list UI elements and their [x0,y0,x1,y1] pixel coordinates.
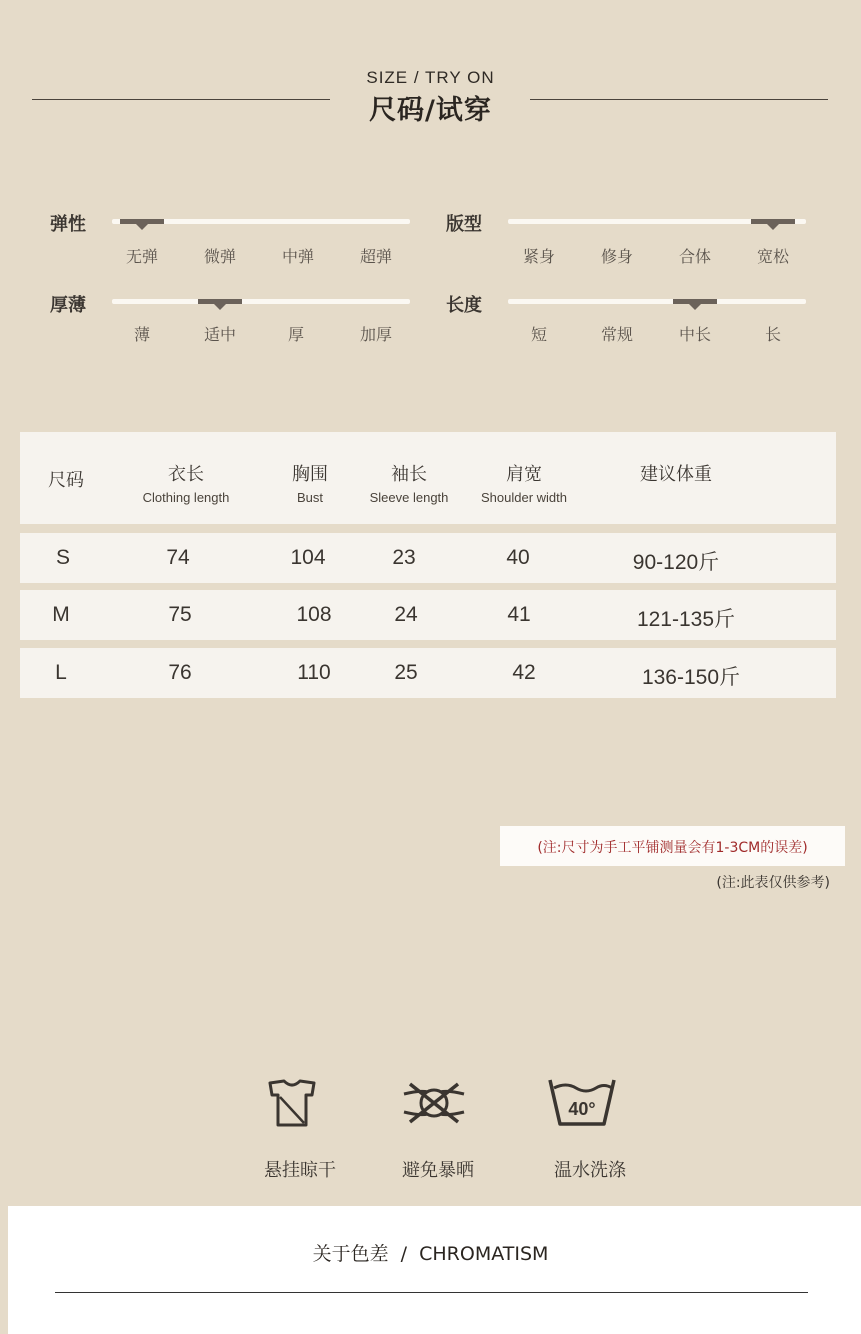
title-cn: 尺码/试穿 [369,95,492,126]
cell-length: 75 [168,603,192,626]
th-shoulder-width: 肩宽 Shoulder width [481,464,567,505]
table-header [20,432,836,524]
scale-option: 常规 [600,325,633,344]
scale-option: 薄 [133,325,150,344]
attribute-label: 长度 [446,295,482,316]
scale-option: 微弹 [203,247,236,266]
th-sleeve-length: 袖长 Sleeve length [369,464,449,505]
attribute-label: 弹性 [50,214,86,235]
th-size: 尺码 [48,470,84,491]
th-weight: 建议体重 [640,464,712,485]
scale-option: 加厚 [359,325,392,344]
scale-option: 厚 [287,325,304,344]
cell-sleeve: 24 [394,603,418,626]
cell-shoulder: 40 [506,546,530,569]
cell-size: M [52,603,70,626]
scale-option: 修身 [600,247,633,266]
cell-weight: 90-120斤 [632,551,720,574]
scale-option: 超弹 [359,247,392,266]
cell-bust: 108 [296,603,332,626]
scale-selected-marker [751,219,795,224]
cell-shoulder: 41 [507,603,531,626]
cell-bust: 104 [290,546,326,569]
cell-length: 76 [168,661,192,684]
footer-panel [8,1206,861,1334]
table-row [20,648,836,698]
scale-option: 无弹 [125,247,158,266]
cell-size: S [55,546,70,569]
hang-dry-icon [266,1077,318,1129]
wash-temp: 40° [568,1099,596,1119]
footer-title: 关于色差 / CHROMATISM [312,1243,549,1265]
attribute-label: 版型 [446,214,482,235]
title-en: SIZE / TRY ON [366,68,495,87]
care-label-hang-dry: 悬挂晾干 [264,1160,336,1181]
table-row [20,533,836,583]
scale-selected-marker [673,299,717,304]
cell-weight: 136-150斤 [641,666,741,689]
scale-track [508,299,806,304]
scale-selected-marker [120,219,164,224]
wash-40-icon [546,1074,618,1130]
cell-size: L [55,661,67,684]
scale-option: 紧身 [522,247,555,266]
scale-option: 合体 [678,247,711,266]
scale-option: 长 [764,325,781,344]
scale-option: 中长 [678,325,711,344]
scale-option: 宽松 [756,247,789,266]
care-label-no-sun: 避免暴晒 [402,1160,474,1181]
table-row [20,590,836,640]
cell-shoulder: 42 [512,661,536,684]
scale-option: 短 [530,325,547,344]
scale-selected-marker [198,299,242,304]
no-sun-icon [400,1080,468,1126]
cell-bust: 110 [297,661,331,684]
cell-sleeve: 23 [392,546,416,569]
scale-option: 中弹 [281,247,314,266]
care-label-warm-wash: 温水洗涤 [554,1160,626,1181]
attribute-label: 厚薄 [50,295,86,316]
cell-length: 74 [166,546,190,569]
scale-option: 适中 [203,325,236,344]
th-clothing-length: 衣长 Clothing length [142,464,230,505]
measurement-note: (注:尺寸为手工平铺测量会有1-3CM的误差) [500,826,845,866]
th-bust: 胸围 Bust [292,464,328,505]
scale-track [112,299,410,304]
reference-note: (注:此表仅供参考) [716,875,830,891]
footer-rule [55,1292,808,1293]
cell-weight: 121-135斤 [636,608,736,631]
cell-sleeve: 25 [394,661,418,684]
